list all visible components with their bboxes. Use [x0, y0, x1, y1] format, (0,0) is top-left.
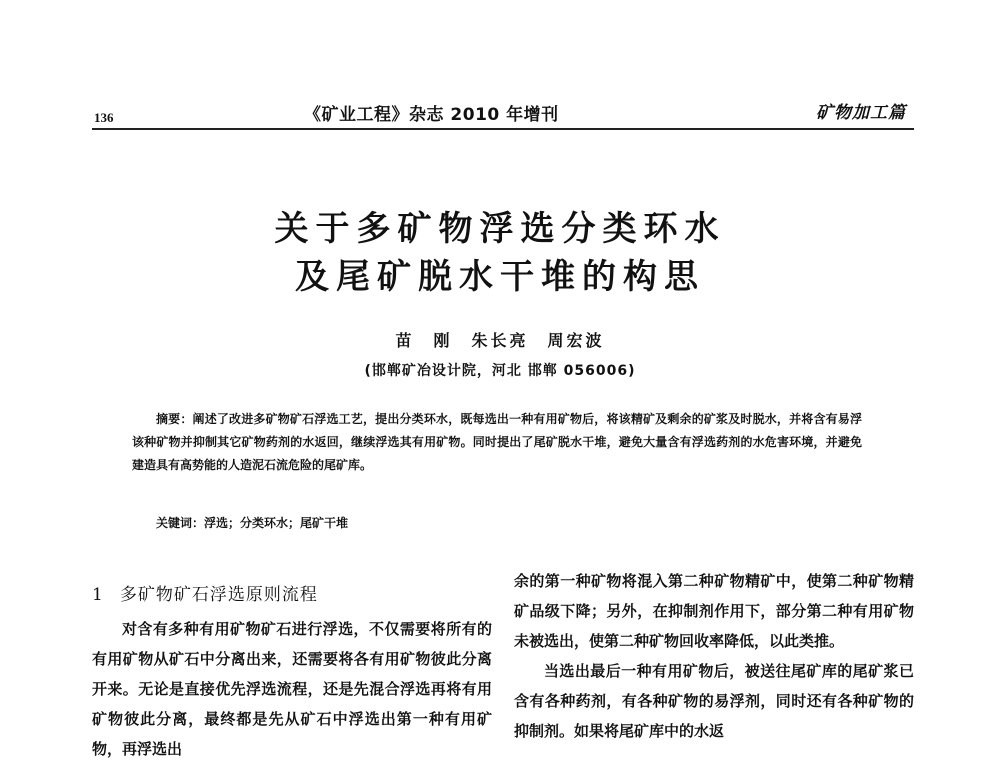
section-heading — [92, 580, 318, 605]
page-number: 136 — [94, 110, 114, 125]
affiliation: (邯郸矿冶设计院，河北 邯郸 056006) — [364, 363, 636, 379]
left-paragraph: 对含有多种有用矿物矿石进行浮选，不仅需要将所有的有用矿物从矿石中分离出来，还需要将各有用矿物彼此分离开来。无论是直接优先浮选流程，还是先混合浮选再将有用矿物彼此分离，最终都是先从矿石中浮选出第一种有用矿物，再浮选出 — [92, 620, 492, 758]
running-header — [92, 96, 912, 124]
paper-title — [0, 205, 1000, 301]
left-column — [92, 614, 492, 764]
keywords-label: 关键词： — [156, 516, 205, 530]
authors: 苗 刚 朱长亮 周宏波 — [395, 331, 605, 350]
title-line-2: 及尾矿脱水干堆的构思 — [295, 257, 705, 297]
abstract-label: 摘要： — [156, 412, 193, 426]
keywords-text: 浮选；分类环水；尾矿干堆 — [204, 516, 349, 530]
right-column — [514, 566, 914, 746]
title-line-1: 关于多矿物浮选分类环水 — [274, 209, 726, 249]
keywords — [156, 514, 348, 531]
abstract-text: 阐述了改进多矿物矿石浮选工艺，提出分类环水，既每选出一种有用矿物后，将该精矿及剩余的矿浆及时脱水，并将含有易浮该种矿物并抑制其它矿物药剂的水返回，继续浮选其有用矿物。同时提出了尾矿脱水干堆，避免大量含有浮选药剂的水危害环境，并避免建造具有高势能的人造泥石流危险的尾矿库。 — [132, 412, 862, 472]
header-rule — [92, 128, 914, 130]
section-title: 多矿物矿石浮选原则流程 — [119, 585, 318, 605]
section-number: 1 — [92, 585, 104, 605]
journal-title: 《矿业工程》杂志 2010 年增刊 — [304, 105, 559, 125]
section-label: 矿物加工篇 — [816, 103, 906, 123]
right-paragraph-2: 当选出最后一种有用矿物后，被送往尾矿库的尾矿浆已含有各种药剂，有各种矿物的易浮剂，同时还有各种矿物的抑制剂。如果将尾矿库中的水返 — [514, 662, 914, 740]
abstract — [132, 408, 862, 477]
right-paragraph-1: 余的第一种矿物将混入第二种矿物精矿中，使第二种矿物精矿品级下降；另外，在抑制剂作用下，部分第二种有用矿物未被选出，使第二种矿物回收率降低，以此类推。 — [514, 572, 914, 650]
